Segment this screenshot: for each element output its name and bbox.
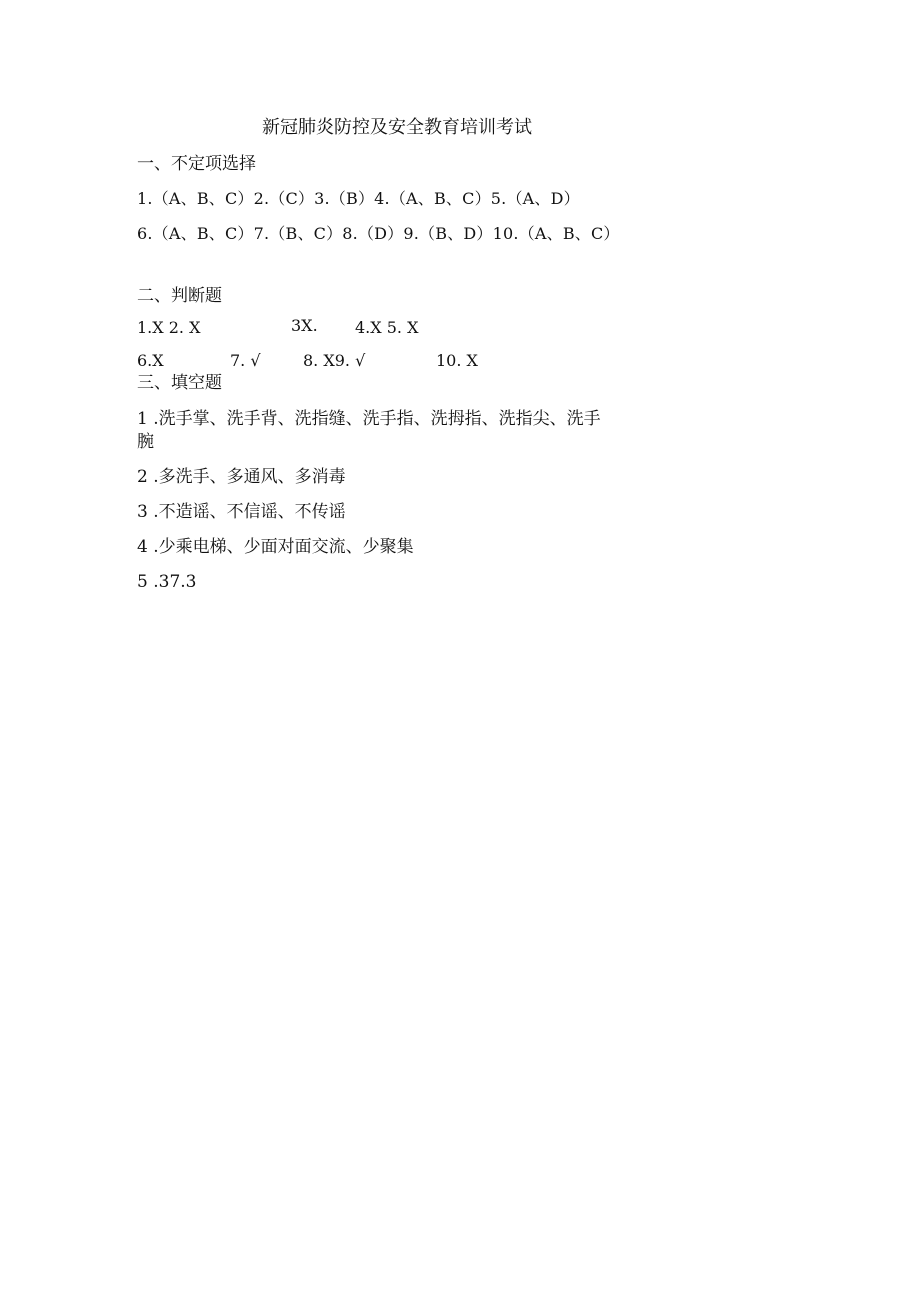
fill-in-answer-5: 5 .37.3 [137, 572, 197, 592]
fill-in-answer-1-continued: 腕 [137, 432, 154, 452]
fill-in-answer-4: 4 .少乘电梯、少面对面交流、少聚集 [137, 537, 414, 557]
true-false-answer-7: 7. √ [230, 351, 261, 370]
section-heading-multiple-choice: 一、不定项选择 [137, 154, 256, 174]
true-false-answers-8-9: 8. X9. √ [303, 351, 366, 370]
true-false-answers-4-5: 4.X 5. X [355, 318, 419, 337]
true-false-answer-10: 10. X [436, 351, 478, 370]
true-false-answer-6: 6.X [137, 351, 164, 370]
multiple-choice-answers-row-2: 6.（A、B、C）7.（B、C）8.（D）9.（B、D）10.（A、B、C） [137, 224, 620, 243]
section-heading-true-false: 二、判断题 [137, 286, 222, 306]
multiple-choice-answers-row-1: 1.（A、B、C）2.（C）3.（B）4.（A、B、C）5.（A、D） [137, 189, 580, 208]
true-false-answers-1-2: 1.X 2. X [137, 318, 201, 337]
fill-in-answer-2: 2 .多洗手、多通风、多消毒 [137, 467, 346, 487]
fill-in-answer-3: 3 .不造谣、不信谣、不传谣 [137, 502, 346, 522]
document-title: 新冠肺炎防控及安全教育培训考试 [262, 117, 532, 138]
true-false-answer-3: 3X. [291, 316, 318, 335]
fill-in-answer-1: 1 .洗手掌、洗手背、洗指缝、洗手指、洗拇指、洗指尖、洗手 [137, 409, 601, 429]
section-heading-fill-in-blank: 三、填空题 [137, 373, 222, 393]
